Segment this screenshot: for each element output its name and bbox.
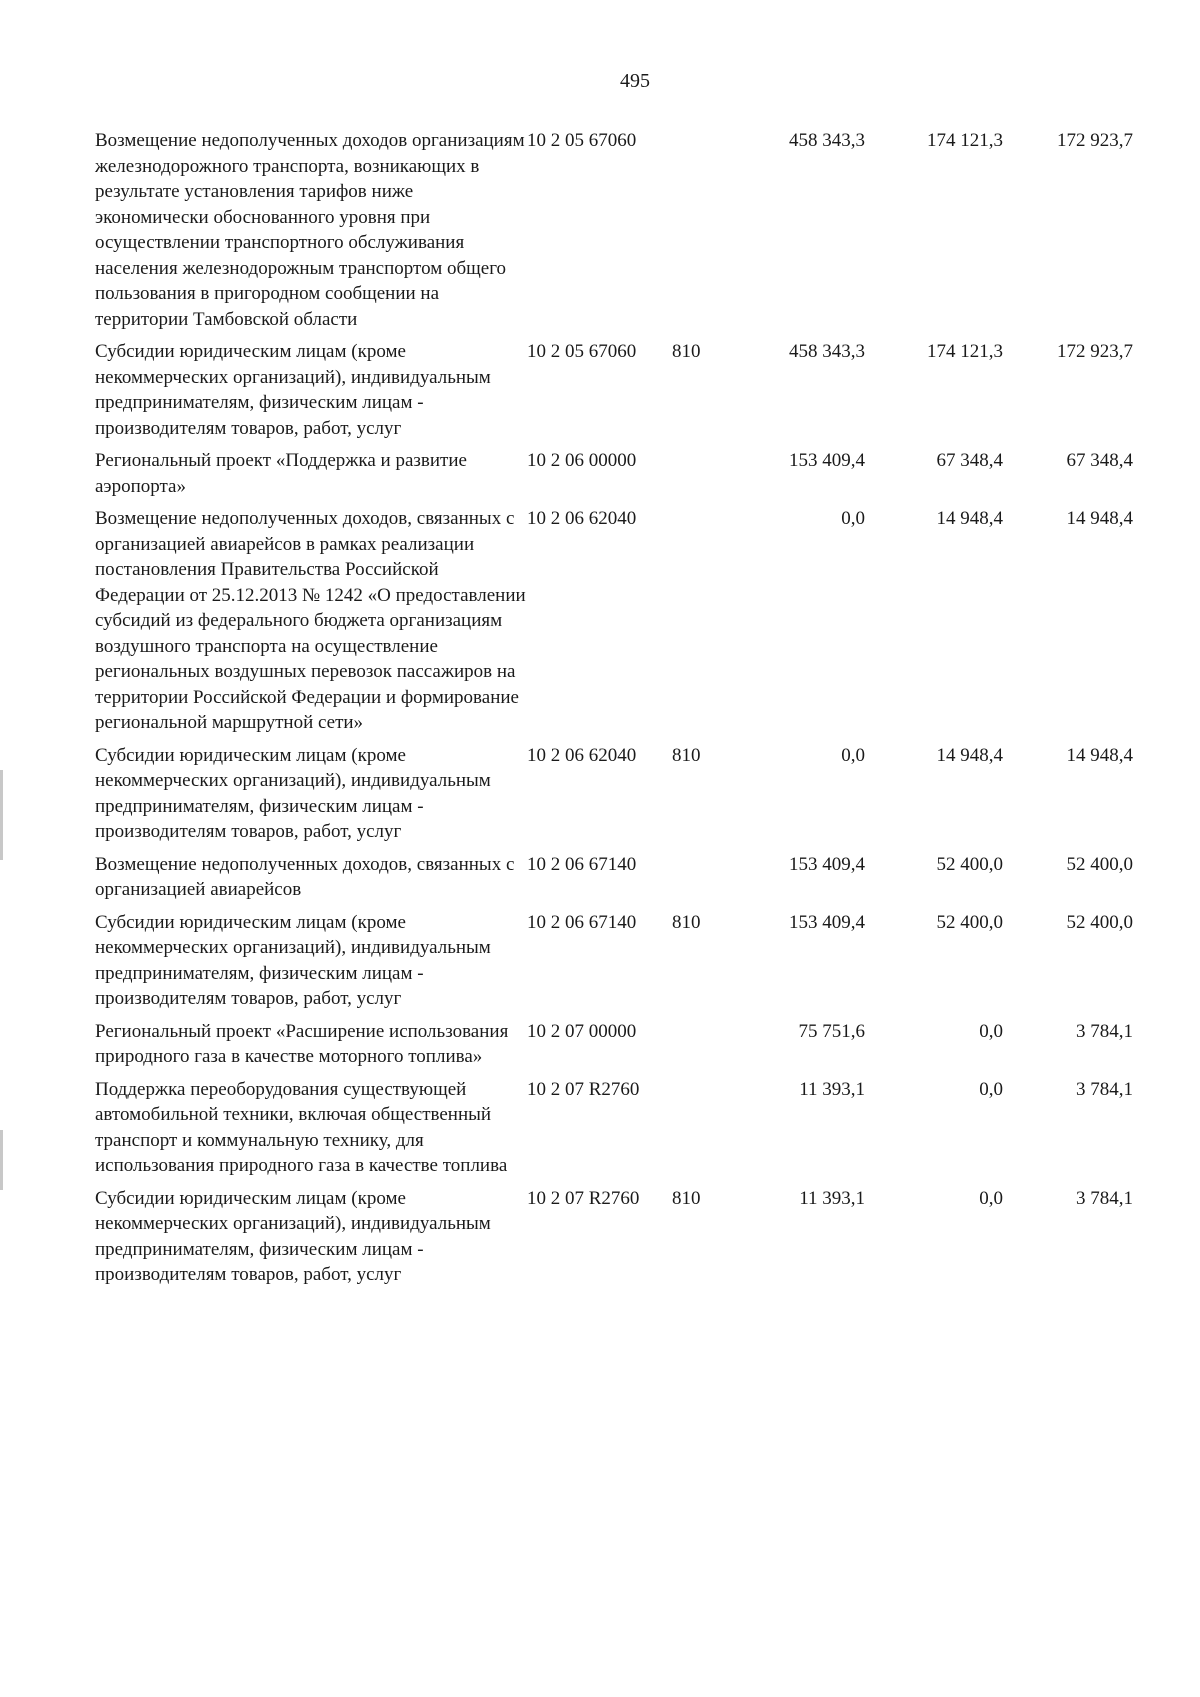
expense-type: 810 (672, 911, 701, 933)
expense-type: 810 (672, 341, 701, 362)
item-name: Поддержка переоборудования существующей автомобильной техники, включая общественный транспорт и коммунальную технику, для использования природного газа в качестве топлива (95, 1078, 508, 1176)
table-row (95, 1077, 1170, 1179)
expense-type: 810 (672, 744, 701, 766)
target-code: 10 2 07 00000 (527, 1020, 637, 1042)
table-row (95, 448, 1170, 499)
target-code: 10 2 06 67140 (527, 853, 637, 875)
expense-type: 810 (672, 1187, 701, 1209)
target-code: 10 2 06 62040 (527, 744, 637, 766)
amount-1: 75 751,6 (798, 1020, 865, 1042)
amount-3: 14 948,4 (1066, 508, 1133, 529)
amount-2: 14 948,4 (936, 508, 1003, 529)
amount-1: 458 343,3 (789, 130, 865, 151)
target-code: 10 2 06 67140 (527, 911, 637, 933)
amount-2: 174 121,3 (927, 130, 1003, 151)
page-number: 495 (620, 70, 650, 92)
target-code: 10 2 07 R2760 (527, 1187, 640, 1209)
amount-2: 52 400,0 (936, 853, 1003, 875)
amount-1: 0,0 (841, 508, 865, 529)
amount-2: 52 400,0 (936, 911, 1003, 933)
amount-3: 52 400,0 (1066, 911, 1133, 933)
item-name: Возмещение недополученных доходов, связанных с организацией авиарейсов в рамках реализации постановления Правительства Российской Федерации от 25.12.2013 № 1242 «О предоставлении субсидий из федерального бюджета организациям воздушного транспорта на осуществление региональных воздушных перевозок пассажиров на территории Российской Федерации и формирование региональной маршрутной сети» (95, 508, 526, 733)
item-name: Субсидии юридическим лицам (кроме некоммерческих организаций), индивидуальным предпринимателям, физическим лицам - производителям товаров, работ, услуг (95, 341, 491, 439)
amount-1: 153 409,4 (789, 911, 865, 933)
item-name: Региональный проект «Расширение использования природного газа в качестве моторного топлива» (95, 1020, 509, 1067)
amount-2: 67 348,4 (936, 450, 1003, 471)
amount-1: 153 409,4 (789, 853, 865, 875)
amount-2: 0,0 (979, 1078, 1003, 1100)
amount-1: 11 393,1 (799, 1078, 865, 1100)
item-name: Субсидии юридическим лицам (кроме некоммерческих организаций), индивидуальным предпринимателям, физическим лицам - производителям товаров, работ, услуг (95, 744, 491, 842)
item-name: Возмещение недополученных доходов, связанных с организацией авиарейсов (95, 853, 515, 900)
target-code: 10 2 05 67060 (527, 341, 637, 362)
amount-2: 0,0 (979, 1020, 1003, 1042)
amount-3: 172 923,7 (1057, 130, 1133, 151)
amount-1: 458 343,3 (789, 341, 865, 362)
amount-1: 11 393,1 (799, 1187, 865, 1209)
table-row (95, 1019, 1170, 1070)
amount-3: 14 948,4 (1066, 744, 1133, 766)
table-row (95, 743, 1170, 845)
target-code: 10 2 06 00000 (527, 450, 637, 471)
table-row (95, 852, 1170, 903)
amount-1: 0,0 (841, 744, 865, 766)
amount-1: 153 409,4 (789, 450, 865, 471)
table-row (95, 128, 1170, 332)
table-row (95, 910, 1170, 1012)
item-name: Региональный проект «Поддержка и развитие аэропорта» (95, 450, 467, 497)
target-code: 10 2 07 R2760 (527, 1078, 640, 1100)
table-row (95, 339, 1170, 441)
scan-edge-mark (0, 770, 3, 860)
table-row (95, 506, 1170, 736)
budget-table (95, 128, 1170, 1295)
amount-3: 52 400,0 (1066, 853, 1133, 875)
table-row (95, 1186, 1170, 1288)
item-name: Субсидии юридическим лицам (кроме некоммерческих организаций), индивидуальным предпринимателям, физическим лицам - производителям товаров, работ, услуг (95, 1187, 491, 1285)
amount-3: 67 348,4 (1066, 450, 1133, 471)
target-code: 10 2 05 67060 (527, 130, 637, 151)
amount-2: 14 948,4 (936, 744, 1003, 766)
scan-edge-mark (0, 1130, 3, 1190)
amount-3: 172 923,7 (1057, 341, 1133, 362)
amount-3: 3 784,1 (1076, 1078, 1133, 1100)
item-name: Возмещение недополученных доходов организациям железнодорожного транспорта, возникающих в результате установления тарифов ниже экономически обоснованного уровня при осуществлении транспортного обслуживания населения железнодорожным транспортом общего пользования в пригородном сообщении на территории Тамбовской области (95, 130, 525, 330)
amount-3: 3 784,1 (1076, 1020, 1133, 1042)
amount-2: 0,0 (979, 1187, 1003, 1209)
amount-3: 3 784,1 (1076, 1187, 1133, 1209)
item-name: Субсидии юридическим лицам (кроме некоммерческих организаций), индивидуальным предпринимателям, физическим лицам - производителям товаров, работ, услуг (95, 911, 491, 1009)
amount-2: 174 121,3 (927, 341, 1003, 362)
target-code: 10 2 06 62040 (527, 508, 637, 529)
